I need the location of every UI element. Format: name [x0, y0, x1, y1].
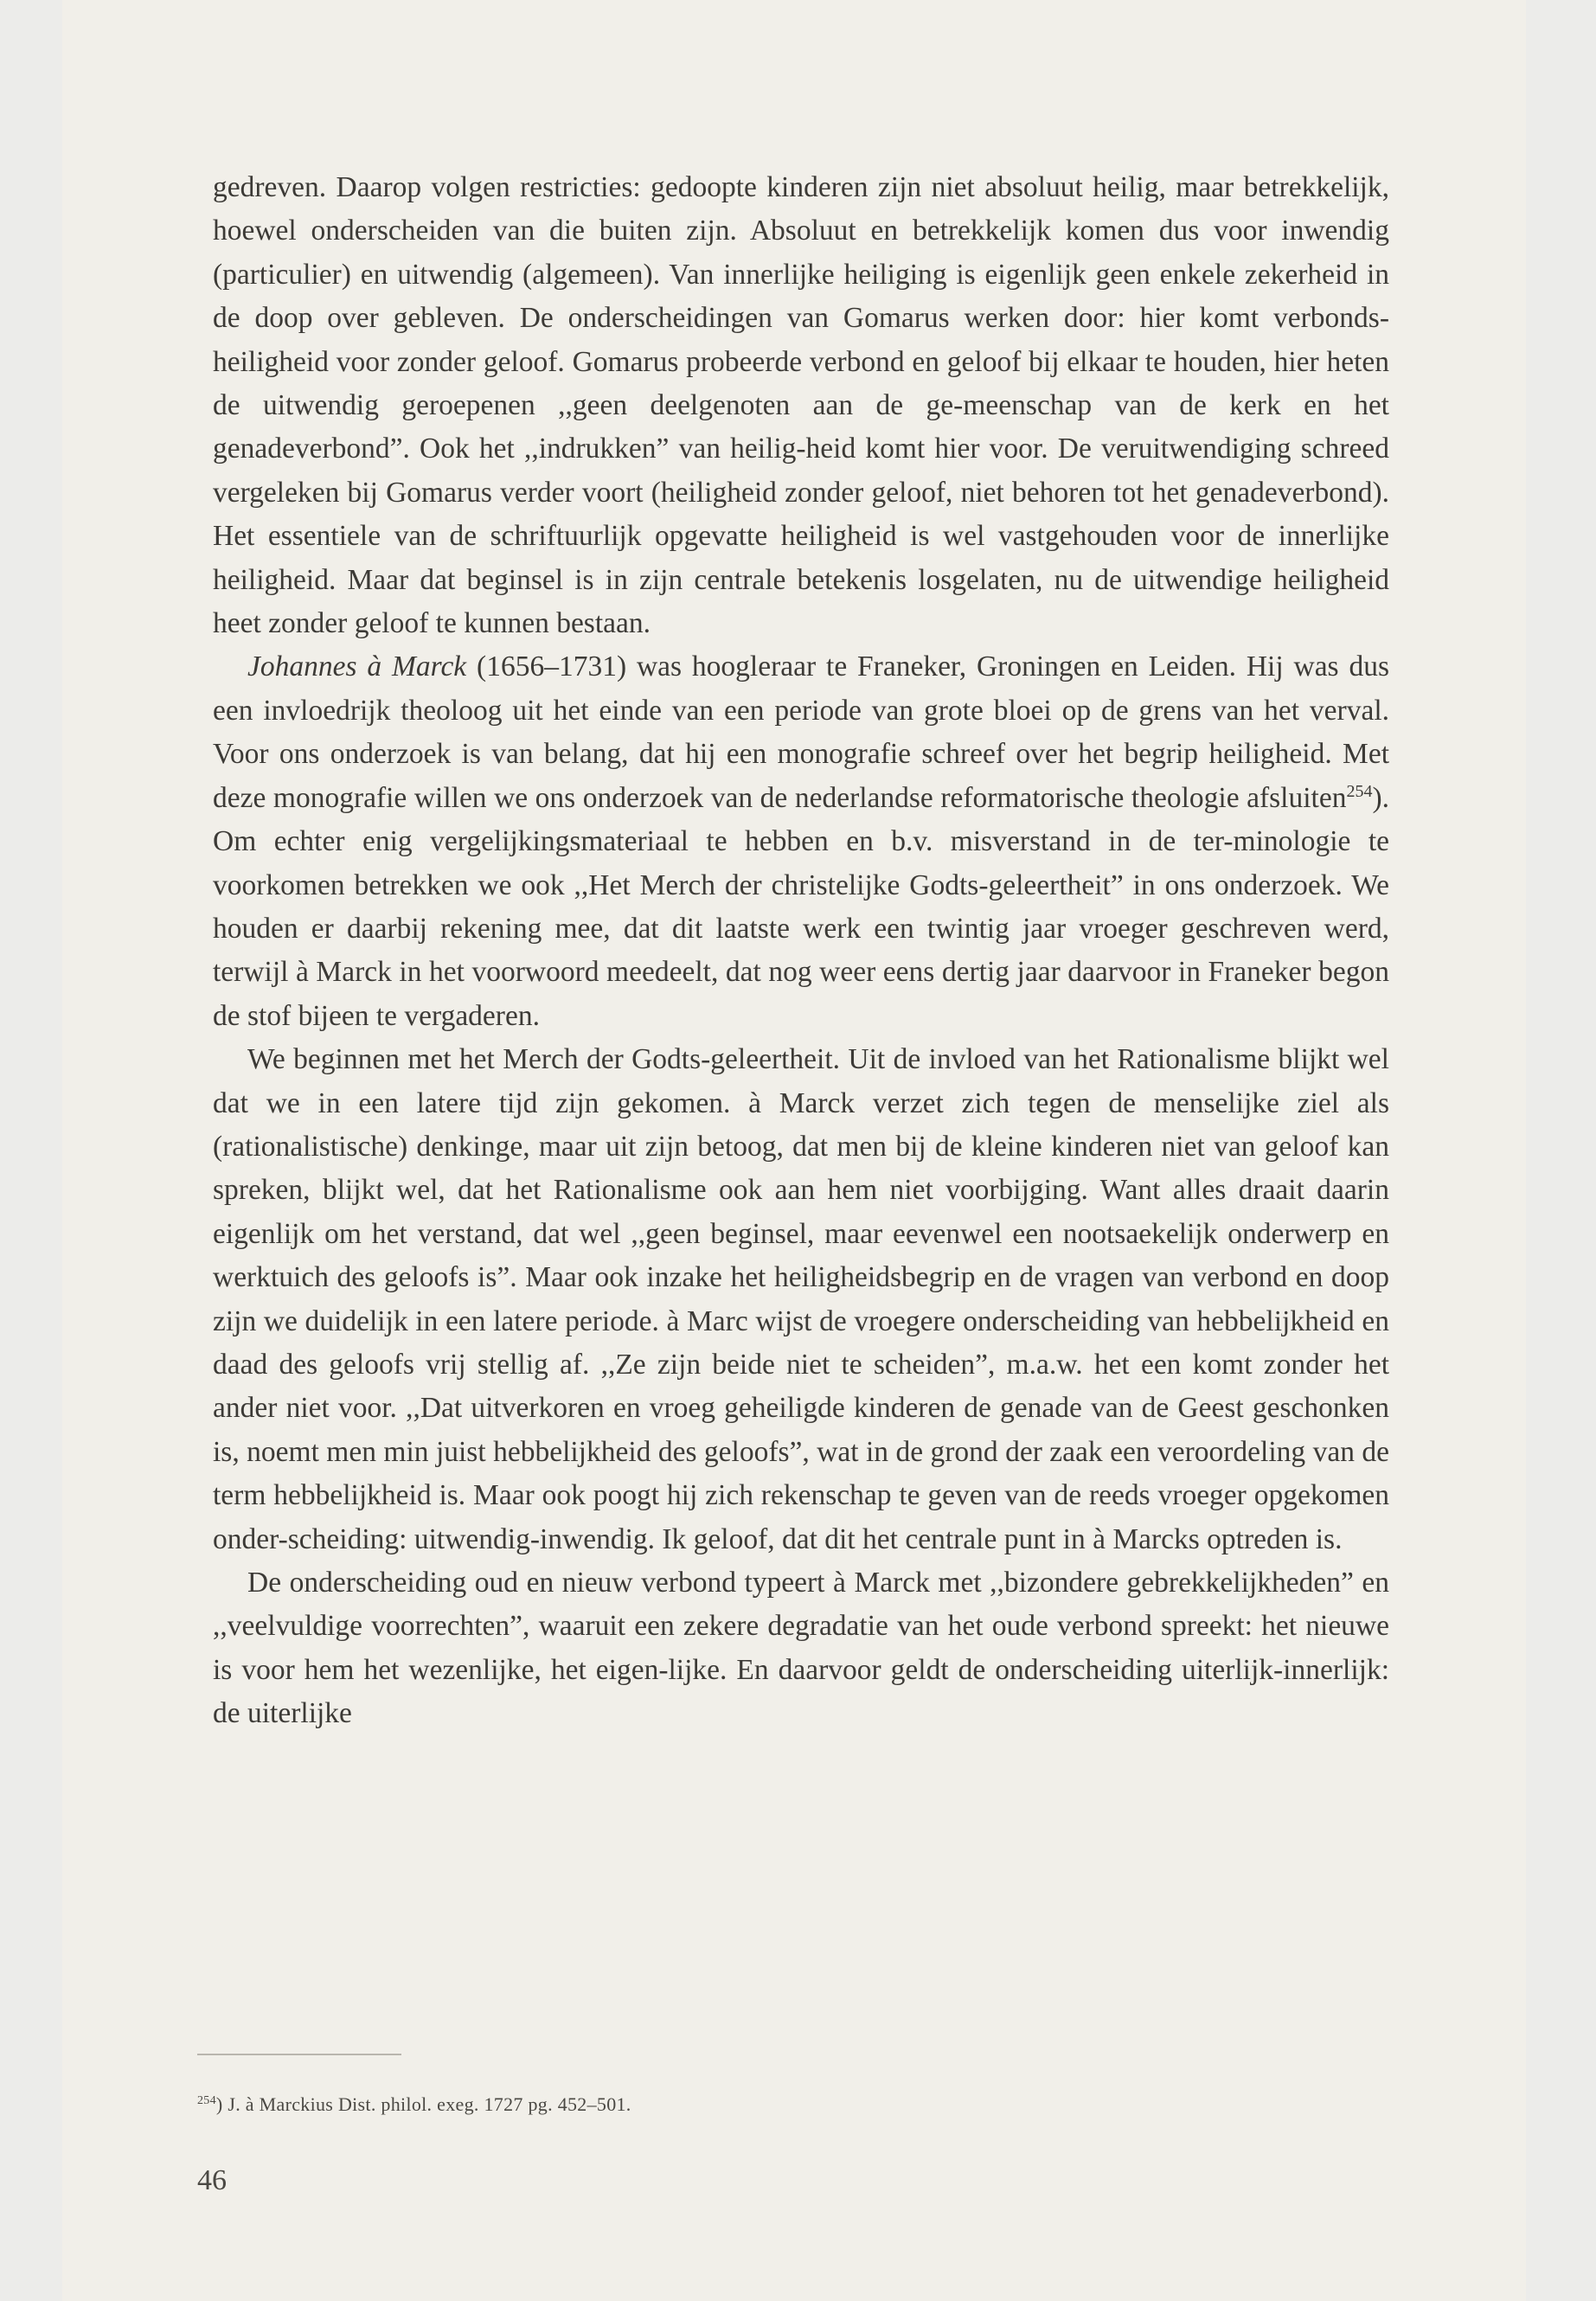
- footnote-text: ) J. à Marckius Dist. philol. exeg. 1727 pg. 452–501.: [215, 2093, 631, 2115]
- footnote-marker: 254: [197, 2094, 216, 2107]
- footnote-divider: [197, 2054, 401, 2055]
- paragraph-4: De onderscheiding oud en nieuw verbond typeert à Marck met ,,bizondere gebrekkelijkheden” en ,,veelvuldige voorrechten”, waaruit een zekere degradatie van het oude verbond spreekt: het nieuwe is voor hem het wezenlijke, het eigen-lijke. En daarvoor geldt de onderscheiding uiterlijk-innerlijk: de uiterlijke: [213, 1567, 1389, 1730]
- footnote-reference: 254: [1346, 781, 1373, 801]
- paragraph-2-text-b: ). Om echter enig vergelijkingsmateriaal te hebben en b.v. misverstand in de ter-minologie te voorkomen betrekken we ook ,,Het Merch der christelijke Godts-geleertheit” in ons onderzoek. We houden er daarbij rekening mee, dat dit laatste werk een twintig jaar vroeger geschreven werd, terwijl à Marck in het voorwoord meedeelt, dat nog weer eens dertig jaar daarvoor in Franeker begon de stof bijeen te vergaderen.: [213, 781, 1389, 1032]
- paragraph-1: gedreven. Daarop volgen restricties: gedoopte kinderen zijn niet absoluut heilig, maar betrekkelijk, hoewel onderscheiden van die buiten zijn. Absoluut en betrekkelijk komen dus voor inwendig (particulier) en uitwendig (algemeen). Van innerlijke heiliging is eigenlijk geen enkele zekerheid in de doop over gebleven. De onderscheidingen van Gomarus werken door: hier komt verbonds-heiligheid voor zonder geloof. Gomarus probeerde verbond en geloof bij elkaar te houden, hier heten de uitwendig geroepenen ,,geen deelgenoten aan de ge-meenschap van de kerk en het genadeverbond”. Ook het ,,indrukken” van heilig-heid komt hier voor. De veruitwendiging schreed vergeleken bij Gomarus verder voort (heiligheid zonder geloof, niet behoren tot het genadeverbond). Het essentiele van de schriftuurlijk opgevatte heiligheid is wel vastgehouden voor de innerlijke heiligheid. Maar dat beginsel is in zijn centrale betekenis losgelaten, nu de uitwendige heiligheid heet zonder geloof te kunnen bestaan.: [213, 171, 1389, 640]
- footnote: [197, 2093, 631, 2116]
- paragraph-2: [213, 645, 1389, 1038]
- body-text: [213, 166, 1389, 1736]
- paragraph-2-text-a: (1656–1731) was hoogleraar te Franeker, Groningen en Leiden. Hij was dus een invloedrijk theoloog uit het einde van een periode van grote bloei op de grens van het verval. Voor ons onderzoek is van belang, dat hij een monografie schreef over het begrip heiligheid. Met deze monografie willen we ons onderzoek van de nederlandse reformatorische theologie afsluiten: [213, 651, 1389, 814]
- paragraph-3: We beginnen met het Merch der Godts-geleertheit. Uit de invloed van het Rationalisme blijkt wel dat we in een latere tijd zijn gekomen. à Marck verzet zich tegen de menselijke ziel als (rationalistische) denkinge, maar uit zijn betoog, dat men bij de kleine kinderen niet van geloof kan spreken, blijkt wel, dat het Rationalisme ook aan hem niet voorbijging. Want alles draait daarin eigenlijk om het verstand, dat wel ,,geen beginsel, maar eevenwel een nootsaekelijk onderwerp en werktuich des geloofs is”. Maar ook inzake het heiligheidsbegrip en de vragen van verbond en doop zijn we duidelijk in een latere periode. à Marc wijst de vroegere onderscheiding van hebbelijkheid en daad des geloofs vrij stellig af. ,,Ze zijn beide niet te scheiden”, m.a.w. het een komt zonder het ander niet voor. ,,Dat uitverkoren en vroeg geheiligde kinderen de genade van de Geest geschonken is, noemt men min juist hebbelijkheid des geloofs”, wat in de grond der zaak een veroordeling van de term hebbelijkheid is. Maar ook poogt hij zich rekenschap te geven van de reeds vroeger opgekomen onder-scheiding: uitwendig-inwendig. Ik geloof, dat dit het centrale punt in à Marcks optreden is.: [213, 1043, 1389, 1555]
- page-number: 46: [197, 2164, 227, 2196]
- author-name-italic: Johannes à Marck: [247, 651, 467, 683]
